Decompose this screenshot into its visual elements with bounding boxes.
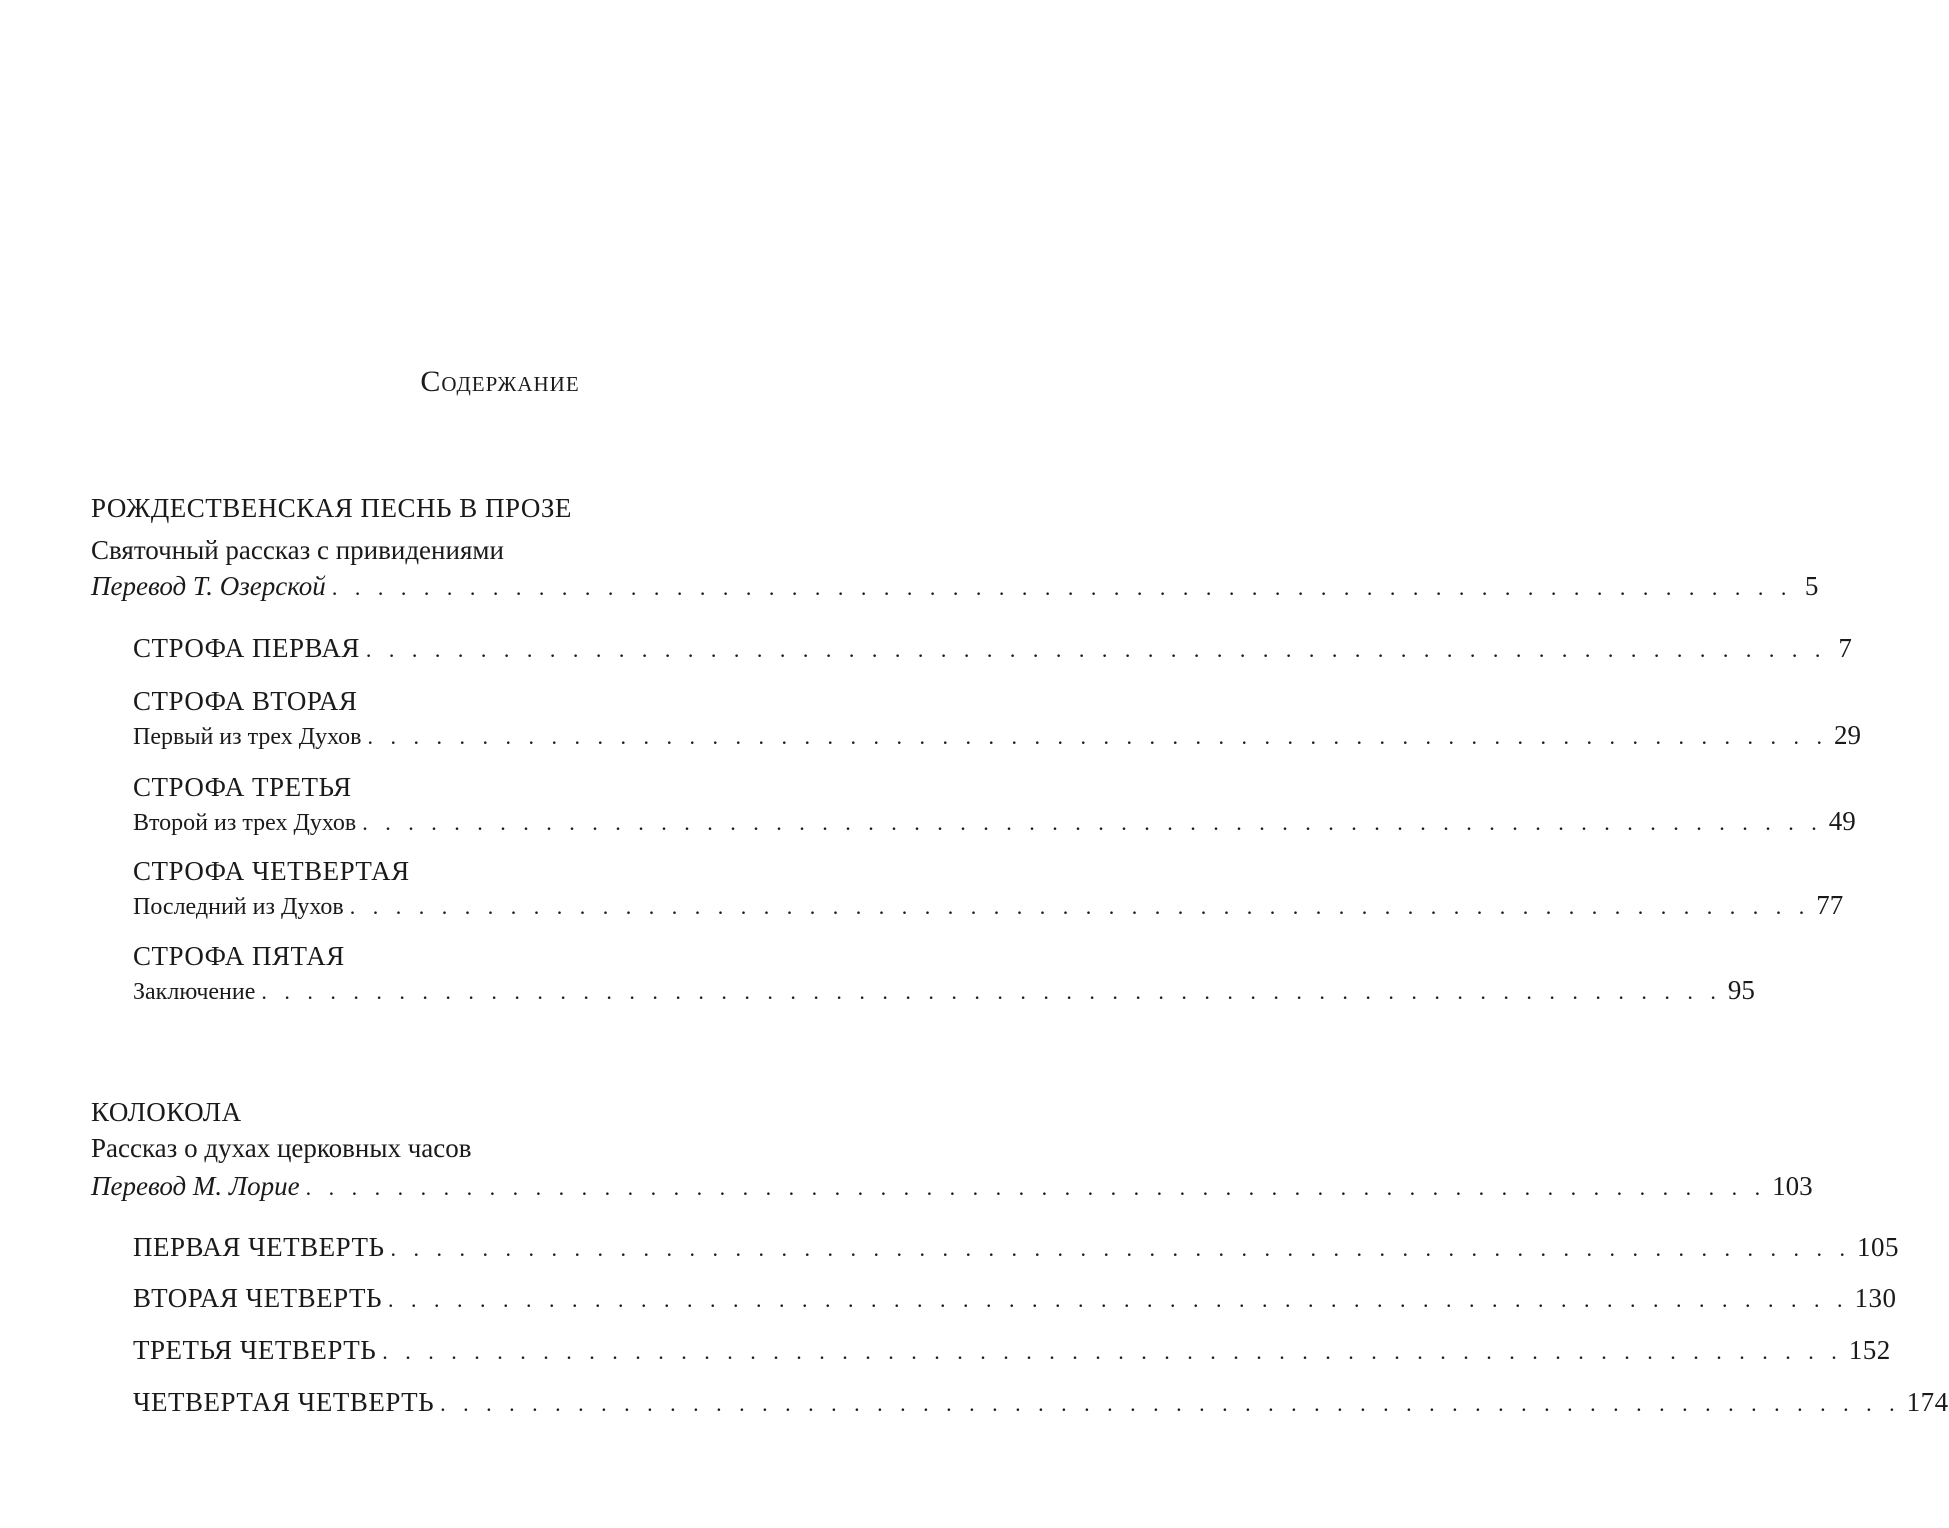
dot-leader: . . . . . . . . . . . . . . . . . . . . . . . . . . . . . . . . . . . . . . . . . . . . . . . . . . . . . . . . . . . . . . . . xyxy=(261,979,1722,1004)
toc-entry[interactable] xyxy=(133,803,1856,841)
section-1-heading: РОЖДЕСТВЕНСКАЯ ПЕСНЬ В ПРОЗЕ xyxy=(91,493,572,523)
page-number: 77 xyxy=(1816,890,1844,920)
page-number: 7 xyxy=(1838,633,1853,663)
toc-entry[interactable] xyxy=(133,1229,1899,1267)
chapter-title: ТРЕТЬЯ ЧЕТВЕРТЬ xyxy=(133,1335,377,1365)
dot-leader: . . . . . . . . . . . . . . . . . . . . . . . . . . . . . . . . . . . . . . . . . . . . . . . . . . . . . . . . . . . . . . . . xyxy=(305,1175,1767,1200)
page-number: 105 xyxy=(1856,1232,1899,1262)
section-1-translator: Перевод Т. Озерской xyxy=(91,571,326,601)
dot-leader: . . . . . . . . . . . . . . . . . . . . . . . . . . . . . . . . . . . . . . . . . . . . . . . . . . . . . . . . . . . . . . . . xyxy=(440,1391,1901,1416)
page-title: Содержание xyxy=(420,365,580,398)
toc-entry[interactable] xyxy=(133,1384,1949,1422)
chapter-title: СТРОФА ВТОРАЯ xyxy=(133,686,358,716)
chapter-title: ВТОРАЯ ЧЕТВЕРТЬ xyxy=(133,1283,382,1313)
chapter-subtitle: Второй из трех Духов xyxy=(133,810,357,836)
chapter-title: СТРОФА ЧЕТВЕРТАЯ xyxy=(133,856,410,886)
dot-leader: . . . . . . . . . . . . . . . . . . . . . . . . . . . . . . . . . . . . . . . . . . . . . . . . . . . . . . . . . . . . . . . . xyxy=(365,637,1827,662)
section-2-translator: Перевод М. Лорие xyxy=(91,1171,300,1201)
toc-entry[interactable] xyxy=(133,630,1853,668)
chapter-subtitle: Последний из Духов xyxy=(133,894,344,920)
dot-leader: . . . . . . . . . . . . . . . . . . . . . . . . . . . . . . . . . . . . . . . . . . . . . . . . . . . . . . . . . . . . . . . . xyxy=(387,1287,1849,1312)
page-number: 174 xyxy=(1906,1387,1949,1417)
chapter-title: СТРОФА ТРЕТЬЯ xyxy=(133,772,352,802)
chapter-subtitle: Заключение xyxy=(133,979,256,1005)
page-number: 29 xyxy=(1834,720,1862,750)
chapter-title: ЧЕТВЕРТАЯ ЧЕТВЕРТЬ xyxy=(133,1387,435,1417)
page-number: 49 xyxy=(1828,806,1856,836)
dot-leader: . . . . . . . . . . . . . . . . . . . . . . . . . . . . . . . . . . . . . . . . . . . . . . . . . . . . . . . . . . . . . . . . xyxy=(390,1236,1851,1261)
section-1-translator-row[interactable] xyxy=(91,568,1819,606)
section-2-heading: КОЛОКОЛА xyxy=(91,1097,242,1127)
toc-entry[interactable] xyxy=(133,1332,1891,1370)
chapter-title: ПЕРВАЯ ЧЕТВЕРТЬ xyxy=(133,1232,385,1262)
section-2-translator-row[interactable] xyxy=(91,1168,1813,1206)
dot-leader: . . . . . . . . . . . . . . . . . . . . . . . . . . . . . . . . . . . . . . . . . . . . . . . . . . . . . . . . . . . . . . . . xyxy=(367,724,1829,749)
chapter-subtitle: Первый из трех Духов xyxy=(133,724,362,750)
toc-entry[interactable] xyxy=(133,1280,1897,1318)
toc-entry[interactable] xyxy=(133,972,1755,1010)
dot-leader: . . . . . . . . . . . . . . . . . . . . . . . . . . . . . . . . . . . . . . . . . . . . . . . . . . . . . . . . . . . . . . . . xyxy=(331,575,1793,600)
toc-entry[interactable] xyxy=(133,717,1862,755)
section-2-subtitle: Рассказ о духах церковных часов xyxy=(91,1133,472,1163)
page-number: 130 xyxy=(1854,1283,1897,1313)
page-number: 103 xyxy=(1772,1171,1813,1201)
dot-leader: . . . . . . . . . . . . . . . . . . . . . . . . . . . . . . . . . . . . . . . . . . . . . . . . . . . . . . . . . . . . . . . . xyxy=(349,894,1811,919)
chapter-title: СТРОФА ПЯТАЯ xyxy=(133,941,345,971)
page-number: 95 xyxy=(1727,975,1755,1005)
dot-leader: . . . . . . . . . . . . . . . . . . . . . . . . . . . . . . . . . . . . . . . . . . . . . . . . . . . . . . . . . . . . . . . . xyxy=(382,1339,1843,1364)
dot-leader: . . . . . . . . . . . . . . . . . . . . . . . . . . . . . . . . . . . . . . . . . . . . . . . . . . . . . . . . . . . . . . . . xyxy=(362,810,1823,835)
page-number: 5 xyxy=(1804,571,1819,601)
chapter-title: СТРОФА ПЕРВАЯ xyxy=(133,633,360,663)
page-number: 152 xyxy=(1848,1335,1891,1365)
section-1-subtitle: Святочный рассказ с привидениями xyxy=(91,535,504,565)
toc-entry[interactable] xyxy=(133,887,1844,925)
